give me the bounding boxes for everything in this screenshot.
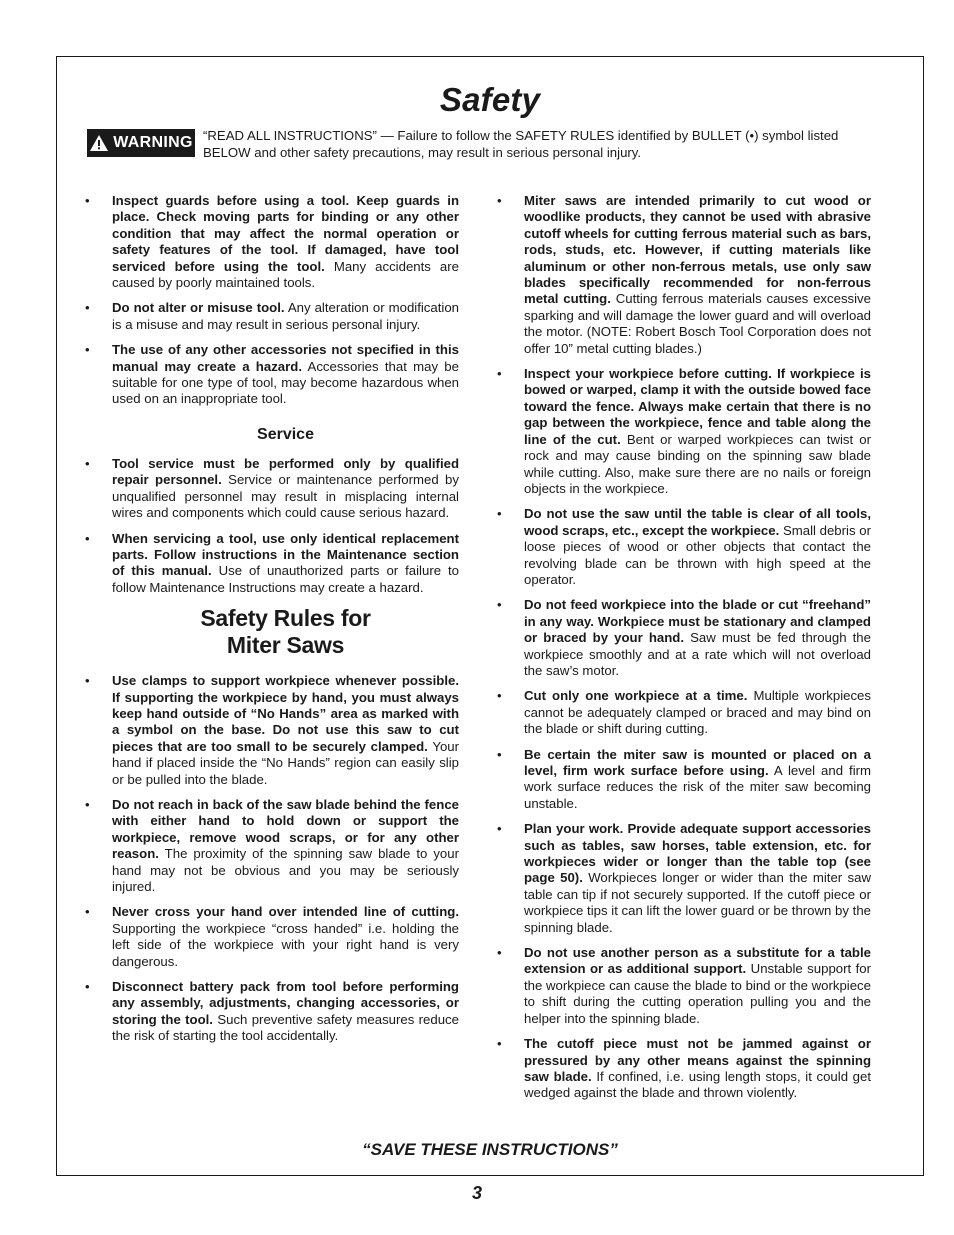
bullet-symbol: •: [85, 979, 90, 995]
bullet-symbol: •: [85, 796, 90, 812]
bullet-item-bold: Miter saws are intended primarily to cut wood or woodlike products, they cannot be used with abrasive cutoff wheels for cutting ferrous material such as bars, rods, studs, etc. However, if cutting materials like aluminum or other non-ferrous metals, use only saw blades specifically recommended for non-ferrous metal cutting.: [524, 193, 871, 307]
miter-saw-rules-list-right: [497, 193, 871, 1102]
bullet-item-bold: Do not use another person as a substitute for a table extension or as additional support.: [524, 945, 871, 977]
bullet-item-text: Use of unauthorized parts or failure to follow Maintenance Instructions may create a hazard.: [112, 563, 459, 595]
bullet-item-text: Saw must be fed through the workpiece smoothly and at a rate which will not overload the saw’s motor.: [524, 630, 871, 678]
bullet-item-bold: Inspect your workpiece before cutting. If workpiece is bowed or warped, clamp it with the outside bowed face toward the fence. Always make certain that there is no gap between the workpiece, fence and table along the line of the cut.: [524, 366, 871, 447]
page-frame: [56, 56, 924, 1176]
bullet-item-text: Supporting the workpiece “cross handed” i.e. holding the left side of the workpiece with your right hand is very dangerous.: [112, 920, 459, 969]
bullet-item: [497, 193, 871, 357]
bullet-item: [85, 456, 459, 522]
bullet-item-bold: Do not reach in back of the saw blade behind the fence with either hand to hold down or support the workpiece, remove wood scraps, or for any other reason.: [112, 796, 459, 862]
bullet-symbol: •: [85, 300, 90, 316]
bullet-symbol: •: [85, 342, 90, 358]
bullet-item-text: Unstable support for the workpiece can cause the blade to bind or the workpiece to shift during the cutting operation pulling you and the helper into the spinning blade.: [524, 961, 872, 1026]
bullet-item: [497, 1036, 871, 1102]
bullet-symbol: •: [85, 455, 90, 471]
bullet-item-bold: Tool service must be performed only by qualified repair personnel.: [112, 455, 459, 488]
bullet-item-text: Small debris or loose pieces of wood or other objects that contact the revolving blade can be thrown with high speed at the operator.: [524, 522, 871, 587]
bullet-item-text: Accessories that may be suitable for one type of tool, may become hazardous when used on an inappropriate tool.: [112, 358, 459, 407]
bullet-item-text: Any alteration or modification is a misuse and may result in serious personal injury.: [112, 300, 459, 332]
service-heading: Service: [257, 425, 314, 443]
bullet-item-bold: When servicing a tool, use only identical replacement parts. Follow instructions in the Maintenance section of this manual.: [112, 530, 459, 579]
bullet-item-bold: The cutoff piece must not be jammed against or pressured by any other means against the spinning saw blade.: [524, 1036, 871, 1084]
bullet-item-text: Your hand if placed inside the “No Hands” region can easily slip or be pulled into the blade.: [112, 738, 460, 787]
warning-label: WARNING: [113, 134, 193, 151]
bullet-item: [85, 904, 459, 970]
bullet-symbol: •: [85, 904, 90, 920]
bullet-item: [85, 797, 459, 895]
bullet-item-bold: Plan your work. Provide adequate support accessories such as tables, saw horses, table extension, etc. for workpieces wider or longer than the table top (see page 50).: [524, 821, 871, 886]
bullet-item-text: Workpieces longer or wider than the miter saw table can tip if not securely supported. If the cutoff piece or workpiece tips it can lift the lower guard or be thrown by the spinning blade.: [524, 870, 871, 935]
bullet-symbol: •: [85, 673, 90, 689]
bullet-item: [85, 300, 459, 333]
bullet-symbol: •: [497, 746, 502, 762]
bullet-symbol: •: [497, 597, 502, 613]
bullet-item-bold: Do not feed workpiece into the blade or cut “freehand” in any way. Workpiece must be stationary and clamped or braced by your hand.: [524, 597, 871, 646]
bullet-item-bold: Inspect guards before using a tool. Keep guards in place. Check moving parts for binding or any other condition that may affect the normal operation or safety features of the tool. If damaged, have tool serviced before using the tool.: [112, 193, 459, 274]
bullet-symbol: •: [497, 1036, 502, 1052]
bullet-item-bold: Never cross your hand over intended line of cutting.: [112, 904, 459, 920]
bullet-item: [85, 979, 459, 1045]
bullet-symbol: •: [497, 193, 502, 208]
bullet-item-text: Bent or warped workpieces can twist or rock and may cause binding on the spinning saw blade while cutting. Also, make sure there are no nails or foreign objects in the workpiece.: [524, 431, 871, 496]
warning-badge: [87, 129, 195, 157]
bullet-item: [497, 688, 871, 737]
bullet-symbol: •: [497, 506, 502, 522]
bullet-item-text: Multiple workpieces cannot be adequately clamped or braced and may bind on the blade or shift during cutting.: [524, 688, 871, 737]
bullet-item-text: Service or maintenance performed by unqualified personnel may result in misplacing internal wires and components which could cause serious hazard.: [112, 472, 459, 521]
miter-saw-rules-heading: [85, 605, 459, 659]
page-number: 3: [471, 1183, 482, 1203]
bullet-item-bold: Be certain the miter saw is mounted or placed on a level, firm work surface before using.: [524, 746, 871, 778]
bullet-item-text: If confined, i.e. using length stops, it could get wedged against the blade and thrown violently.: [524, 1068, 872, 1101]
bullet-symbol: •: [497, 821, 502, 837]
bullet-item: [497, 506, 871, 588]
bullet-symbol: •: [85, 530, 90, 546]
bullet-item-text: Cutting ferrous materials causes excessive sparking and will damage the lower guard and will overload the motor. (NOTE: Robert Bosch Tool Corporation does not offer 10” metal cutting blades.): [524, 291, 871, 356]
bullet-item-bold: Disconnect battery pack from tool before performing any assembly, adjustments, changing accessories, or storing the tool.: [112, 979, 459, 1027]
bullet-item: [497, 747, 871, 813]
bullet-item: [85, 673, 459, 788]
save-instructions-footer: “SAVE THESE INSTRUCTIONS”: [362, 1140, 618, 1159]
right-column: [497, 193, 871, 1111]
bullet-item: [497, 597, 871, 679]
miter-saw-rules-heading-line2: Miter Saws: [226, 632, 345, 659]
bullet-symbol: •: [85, 193, 90, 208]
bullet-symbol: •: [497, 688, 502, 704]
bullet-item-text: The proximity of the spinning saw blade to your hand may not be obvious and you may be seriously injured.: [112, 846, 459, 894]
bullet-item-bold: Use clamps to support workpiece whenever possible. If supporting the workpiece by hand, you must always keep hand outside of “No Hands” area as marked with a symbol on the base. Do not use this saw to cut pieces that are too small to be securely clamped.: [112, 673, 459, 754]
bullet-symbol: •: [497, 945, 502, 961]
bullet-item-bold: Do not use the saw until the table is clear of all tools, wood scraps, etc., except the workpiece.: [524, 506, 871, 538]
bullet-item: [497, 821, 871, 936]
warning-triangle-icon: [89, 134, 109, 152]
service-rules-list: [85, 456, 459, 596]
bullet-item-text: Such preventive safety measures reduce the risk of starting the tool accidentally.: [112, 1011, 459, 1044]
bullet-item-bold: Do not alter or misuse tool.: [112, 300, 285, 316]
miter-saw-rules-heading-line1: Safety Rules for: [200, 605, 371, 632]
miter-saw-rules-list-left: [85, 673, 459, 1045]
bullet-symbol: •: [497, 366, 502, 382]
general-rules-list: [85, 193, 459, 408]
bullet-item: [497, 945, 871, 1027]
bullet-item-text: Many accidents are caused by poorly maintained tools.: [112, 258, 459, 291]
left-column: [85, 193, 459, 1054]
page-title: Safety: [439, 81, 541, 118]
bullet-item: [85, 342, 459, 408]
warning-text: “READ ALL INSTRUCTIONS” — Failure to follow the SAFETY RULES identified by BULLET (•) symbol listed BELOW and other safety precautions, may result in serious personal injury.: [203, 128, 839, 160]
bullet-item: [497, 366, 871, 497]
bullet-item: [85, 531, 459, 597]
bullet-item: [85, 193, 459, 291]
bullet-item-bold: The use of any other accessories not specified in this manual may create a hazard.: [112, 342, 459, 374]
bullet-item-text: A level and firm work surface reduces the risk of the miter saw becoming unstable.: [524, 763, 871, 811]
bullet-item-bold: Cut only one workpiece at a time.: [524, 688, 748, 704]
